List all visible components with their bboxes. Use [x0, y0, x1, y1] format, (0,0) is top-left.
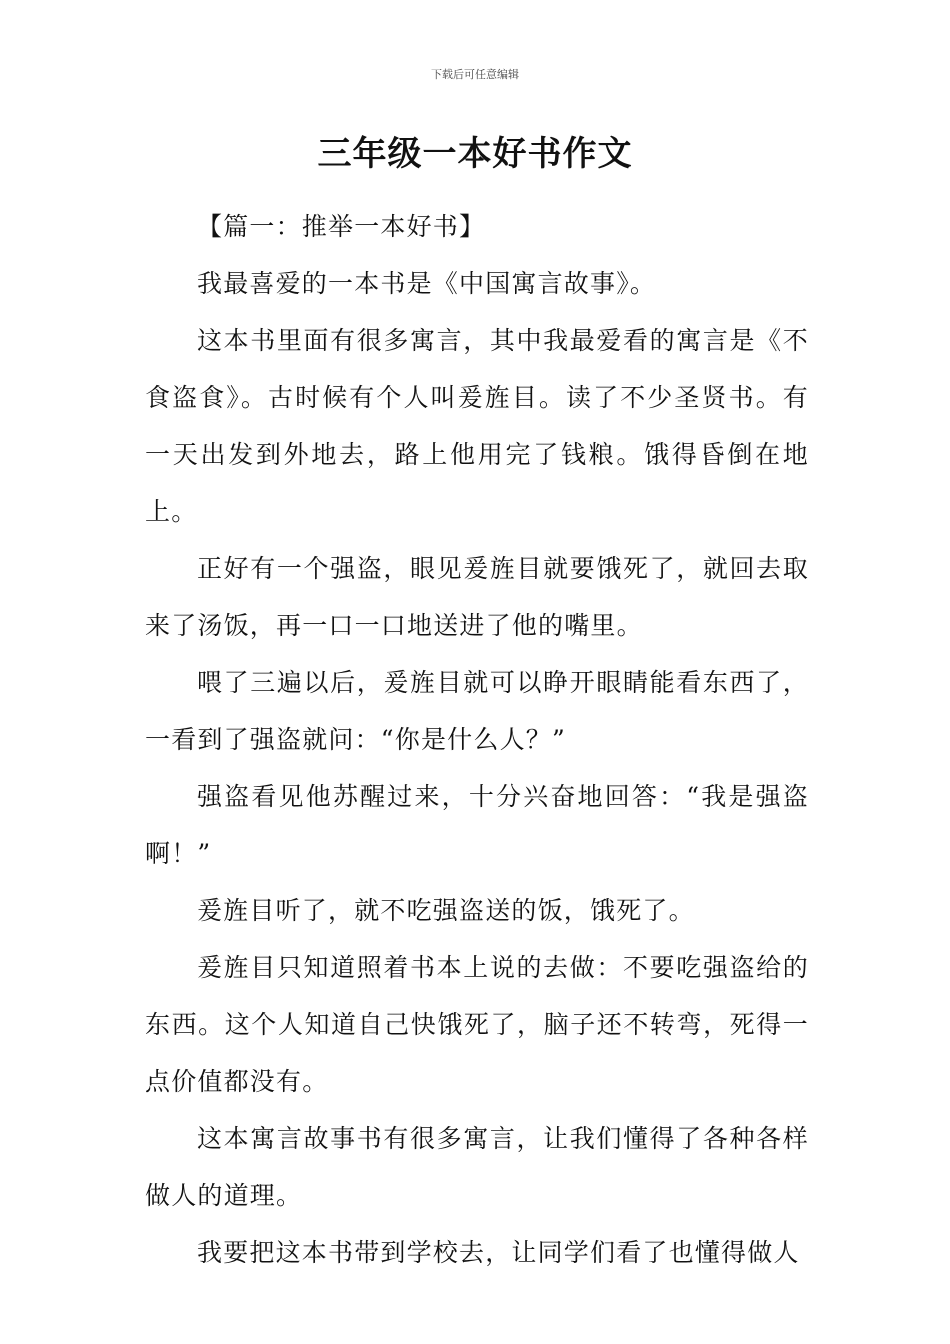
paragraph: 喂了三遍以后，爰旌目就可以睁开眼睛能看东西了，一看到了强盗就问：“你是什么人？”: [145, 668, 809, 754]
header-note: 下载后可任意编辑: [431, 68, 519, 81]
section-heading: 【篇一：推举一本好书】: [197, 212, 486, 241]
document-body: [145, 198, 809, 1281]
paragraph: 强盗看见他苏醒过来，十分兴奋地回答：“我是强盗啊！”: [145, 782, 809, 868]
paragraph: 我最喜爱的一本书是《中国寓言故事》。: [197, 269, 657, 298]
paragraph: 这本书里面有很多寓言，其中我最爱看的寓言是《不食盗食》。古时候有个人叫爰旌目。读了不少圣贤书。有一天出发到外地去，路上他用完了钱粮。饿得昏倒在地上。: [145, 326, 809, 526]
paragraph: 爰旌目只知道照着书本上说的去做：不要吃强盗给的东西。这个人知道自己快饿死了，脑子还不转弯，死得一点价值都没有。: [145, 953, 809, 1096]
paragraph: 爰旌目听了，就不吃强盗送的饭，饿死了。: [197, 896, 695, 925]
document-title: 三年级一本好书作文: [317, 134, 633, 174]
paragraph: 我要把这本书带到学校去，让同学们看了也懂得做人: [197, 1238, 800, 1267]
paragraph: 这本寓言故事书有很多寓言，让我们懂得了各种各样做人的道理。: [145, 1124, 809, 1210]
paragraph: 正好有一个强盗，眼见爰旌目就要饿死了，就回去取来了汤饭，再一口一口地送进了他的嘴里。: [145, 554, 809, 640]
